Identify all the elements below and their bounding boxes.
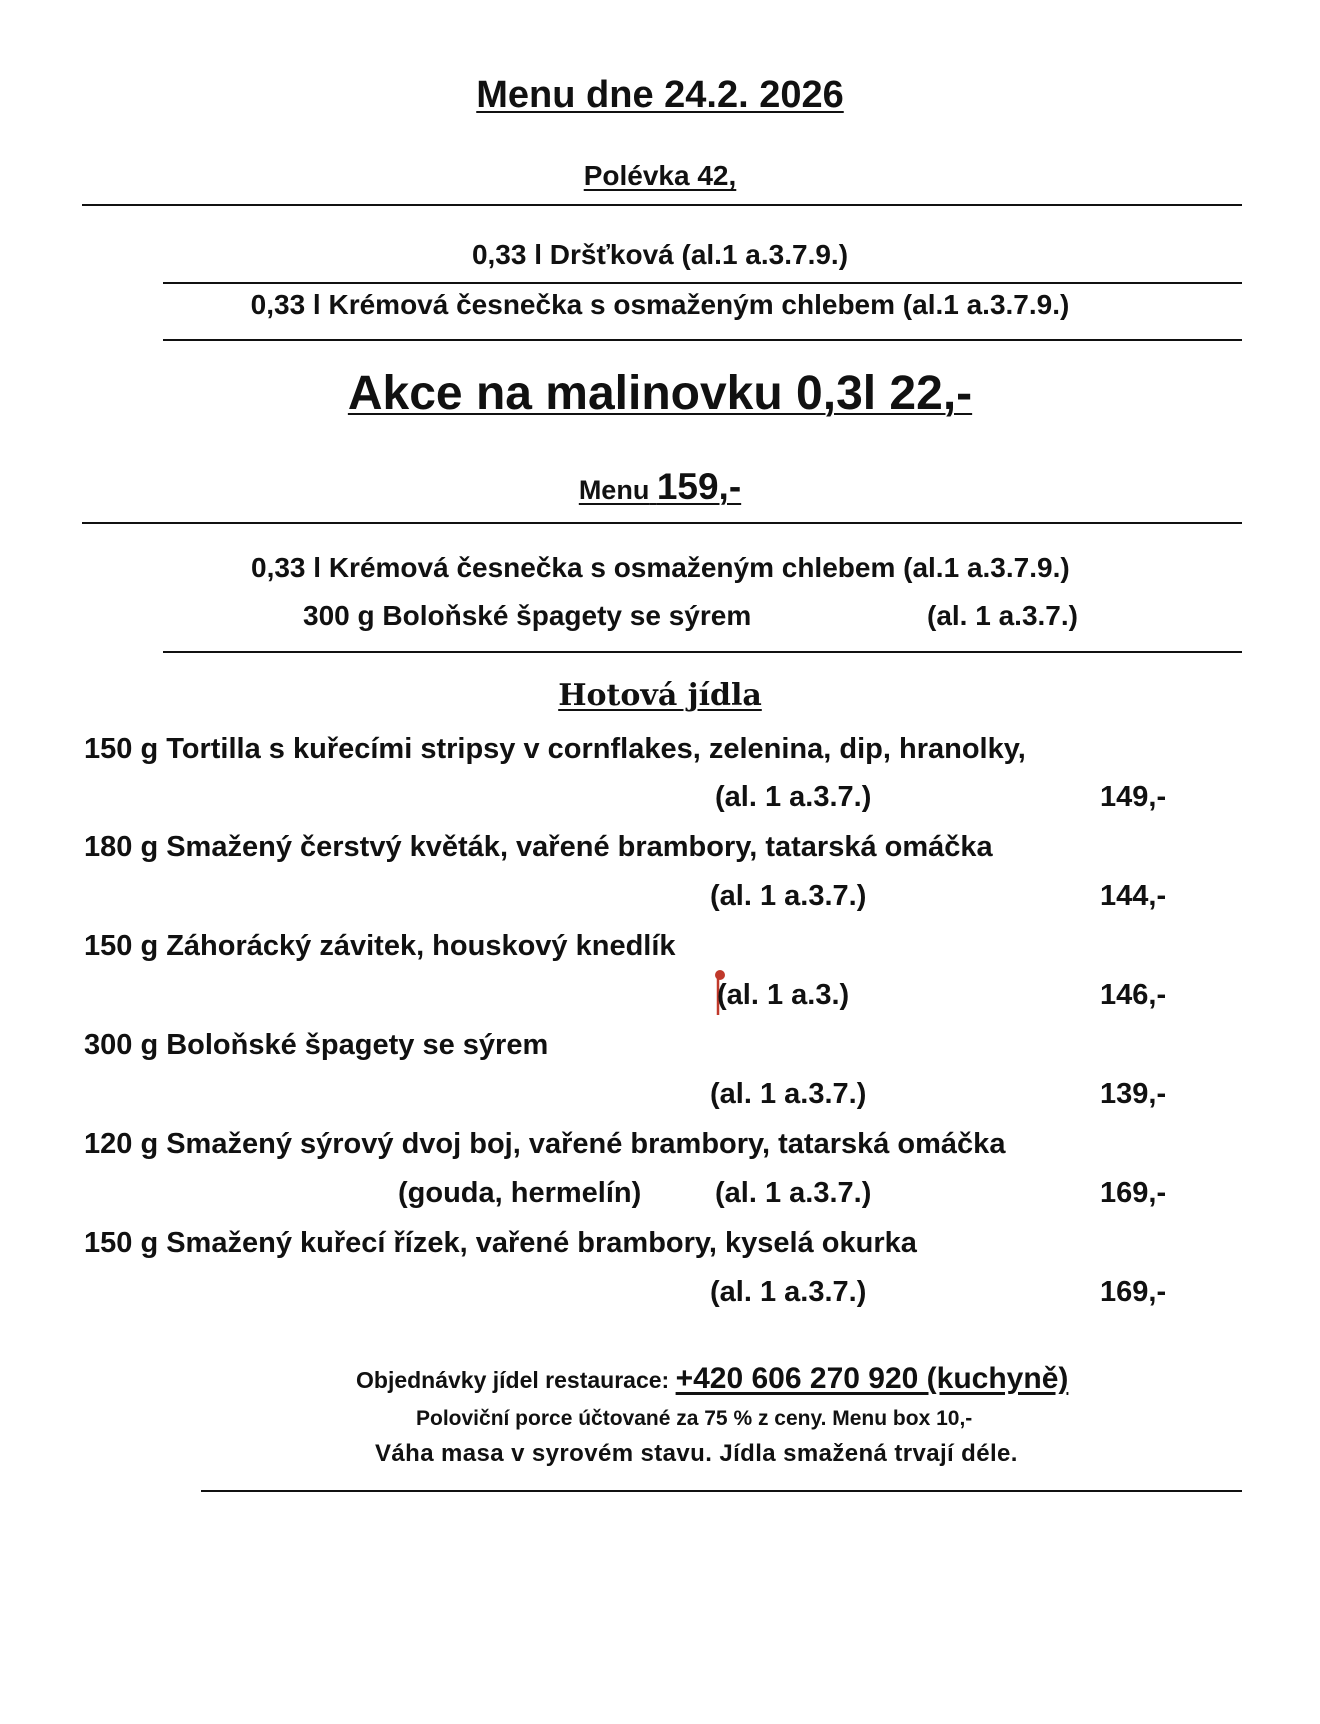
divider <box>163 282 1242 284</box>
dish-allergens: (al. 1 a.3.7.) <box>715 781 872 813</box>
divider <box>82 522 1242 524</box>
footer-note: Váha masa v syrovém stavu. Jídla smažená trvají déle. <box>375 1440 1018 1467</box>
dish-note: (gouda, hermelín) <box>398 1177 642 1209</box>
dish-name: 300 g Boloňské špagety se sýrem <box>84 1029 549 1061</box>
dish-allergens: (al. 1 a.3.7.) <box>710 1078 867 1110</box>
dish-allergens: (al. 1 a.3.) <box>717 979 850 1011</box>
footer-orders <box>356 1362 1068 1396</box>
dish-price: 149,- <box>1100 781 1167 813</box>
menu-item: 300 g Boloňské špagety se sýrem <box>303 600 752 631</box>
dish-price: 144,- <box>1100 880 1167 912</box>
dish-name: 180 g Smažený čerstvý květák, vařené brambory, tatarská omáčka <box>84 831 993 863</box>
soup-item: 0,33 l Krémová česnečka s osmaženým chlebem (al.1 a.3.7.9.) <box>250 289 1070 320</box>
dish-allergens: (al. 1 a.3.7.) <box>710 880 867 912</box>
soup-header: Polévka 42, <box>583 160 737 191</box>
divider <box>201 1490 1242 1492</box>
dish-allergens: (al. 1 a.3.7.) <box>715 1177 872 1209</box>
promo-banner: Akce na malinovku 0,3l 22,- <box>347 367 973 420</box>
dish-price: 146,- <box>1100 979 1167 1011</box>
dish-name: 150 g Smažený kuřecí řízek, vařené brambory, kyselá okurka <box>84 1227 917 1259</box>
footer-orders-label: Objednávky jídel restaurace: <box>356 1367 670 1393</box>
dish-allergens: (al. 1 a.3.7.) <box>710 1276 867 1308</box>
menu-item: 0,33 l Krémová česnečka s osmaženým chlebem (al.1 a.3.7.9.) <box>251 552 1070 583</box>
soup-item: 0,33 l Dršťková (al.1 a.3.7.9.) <box>471 239 849 270</box>
dish-name: 150 g Tortilla s kuřecími stripsy v cornflakes, zelenina, dip, hranolky, <box>84 733 1026 765</box>
dish-price: 139,- <box>1100 1078 1167 1110</box>
menu-item-allergens: (al. 1 a.3.7.) <box>927 600 1078 631</box>
menu-header-label: Menu <box>578 475 650 505</box>
menu-header <box>0 466 1320 508</box>
menu-header-price: 159,- <box>656 466 742 507</box>
dish-price: 169,- <box>1100 1177 1167 1209</box>
footer-phone[interactable]: +420 606 270 920 (kuchyně) <box>675 1362 1069 1395</box>
divider <box>163 339 1242 341</box>
page-title: Menu dne 24.2. 2026 <box>476 74 844 116</box>
dish-name: 150 g Záhorácký závitek, houskový knedlík <box>84 930 676 962</box>
divider <box>163 651 1242 653</box>
dish-price: 169,- <box>1100 1276 1167 1308</box>
section-title: Hotová jídla <box>558 678 762 713</box>
footer-half-portions: Poloviční porce účtované za 75 % z ceny. Menu box 10,- <box>416 1407 973 1430</box>
divider <box>82 204 1242 206</box>
dish-name: 120 g Smažený sýrový dvoj boj, vařené brambory, tatarská omáčka <box>84 1128 1006 1160</box>
